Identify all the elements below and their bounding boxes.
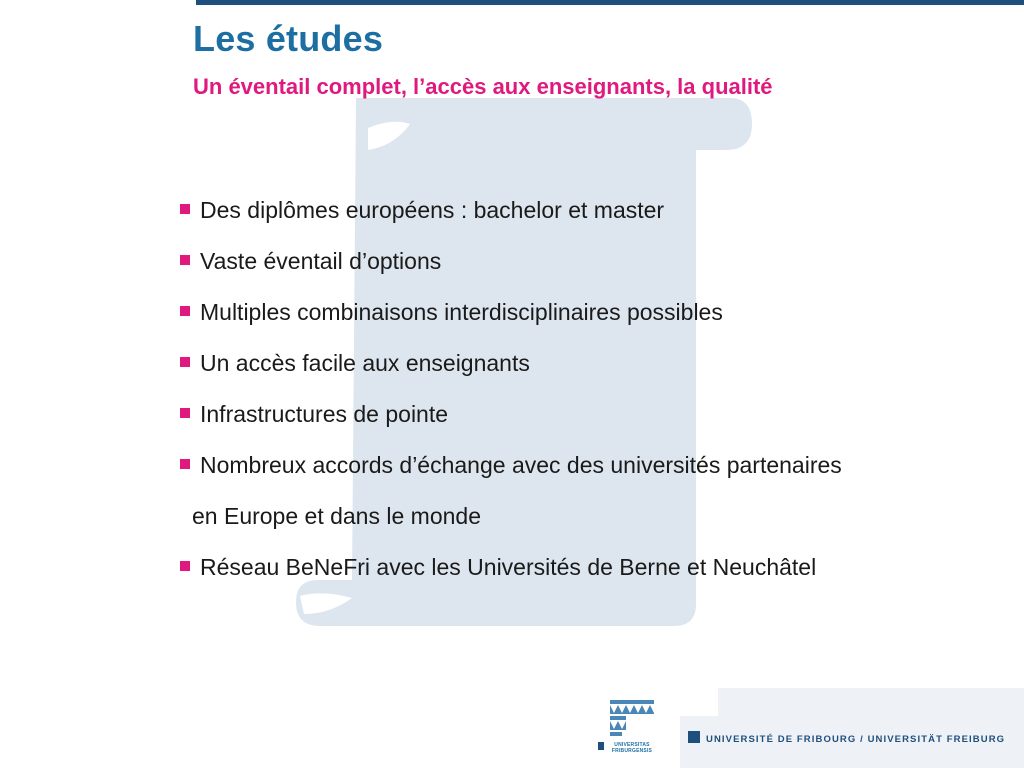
bullet-item (176, 394, 1016, 445)
footer-band (680, 688, 1024, 768)
logo-caption-line: UNIVERSITAS (614, 742, 650, 748)
bullet-list (176, 190, 1016, 598)
bullet-item (176, 343, 1016, 394)
bullet-item (176, 445, 1016, 496)
bullet-item (176, 292, 1016, 343)
slide-title: Les études (193, 18, 384, 59)
bullet-text: Réseau BeNeFri avec les Universités de Berne et Neuchâtel (200, 554, 817, 580)
university-square-icon (688, 731, 700, 743)
bullet-marker-icon (180, 459, 190, 469)
bullet-item (176, 190, 1016, 241)
bullet-marker-icon (180, 204, 190, 214)
bullet-text: Infrastructures de pointe (200, 401, 449, 427)
bullet-item (176, 241, 1016, 292)
bullet-text: Vaste éventail d’options (200, 248, 442, 274)
bullet-continuation (176, 496, 1016, 547)
bullet-marker-icon (180, 561, 190, 571)
bullet-text: Multiples combinaisons interdisciplinaires possibles (200, 299, 723, 325)
logo-caption-line: FRIBURGENSIS (611, 748, 653, 754)
bullet-text: Nombreux accords d’échange avec des universités partenaires (200, 452, 842, 478)
bullet-marker-icon (180, 306, 190, 316)
logo-caption (606, 742, 658, 754)
slide-subtitle: Un éventail complet, l’accès aux enseignants, la qualité (193, 74, 773, 99)
bullet-text: Des diplômes européens : bachelor et master (200, 197, 665, 223)
bullet-text: en Europe et dans le monde (192, 503, 481, 529)
university-name: UNIVERSITÉ DE FRIBOURG / UNIVERSITÄT FREIBURG (706, 734, 1006, 745)
bullet-text: Un accès facile aux enseignants (200, 350, 530, 376)
bullet-marker-icon (180, 357, 190, 367)
bullet-marker-icon (180, 255, 190, 265)
bullet-item (176, 547, 1016, 598)
bullet-marker-icon (180, 408, 190, 418)
